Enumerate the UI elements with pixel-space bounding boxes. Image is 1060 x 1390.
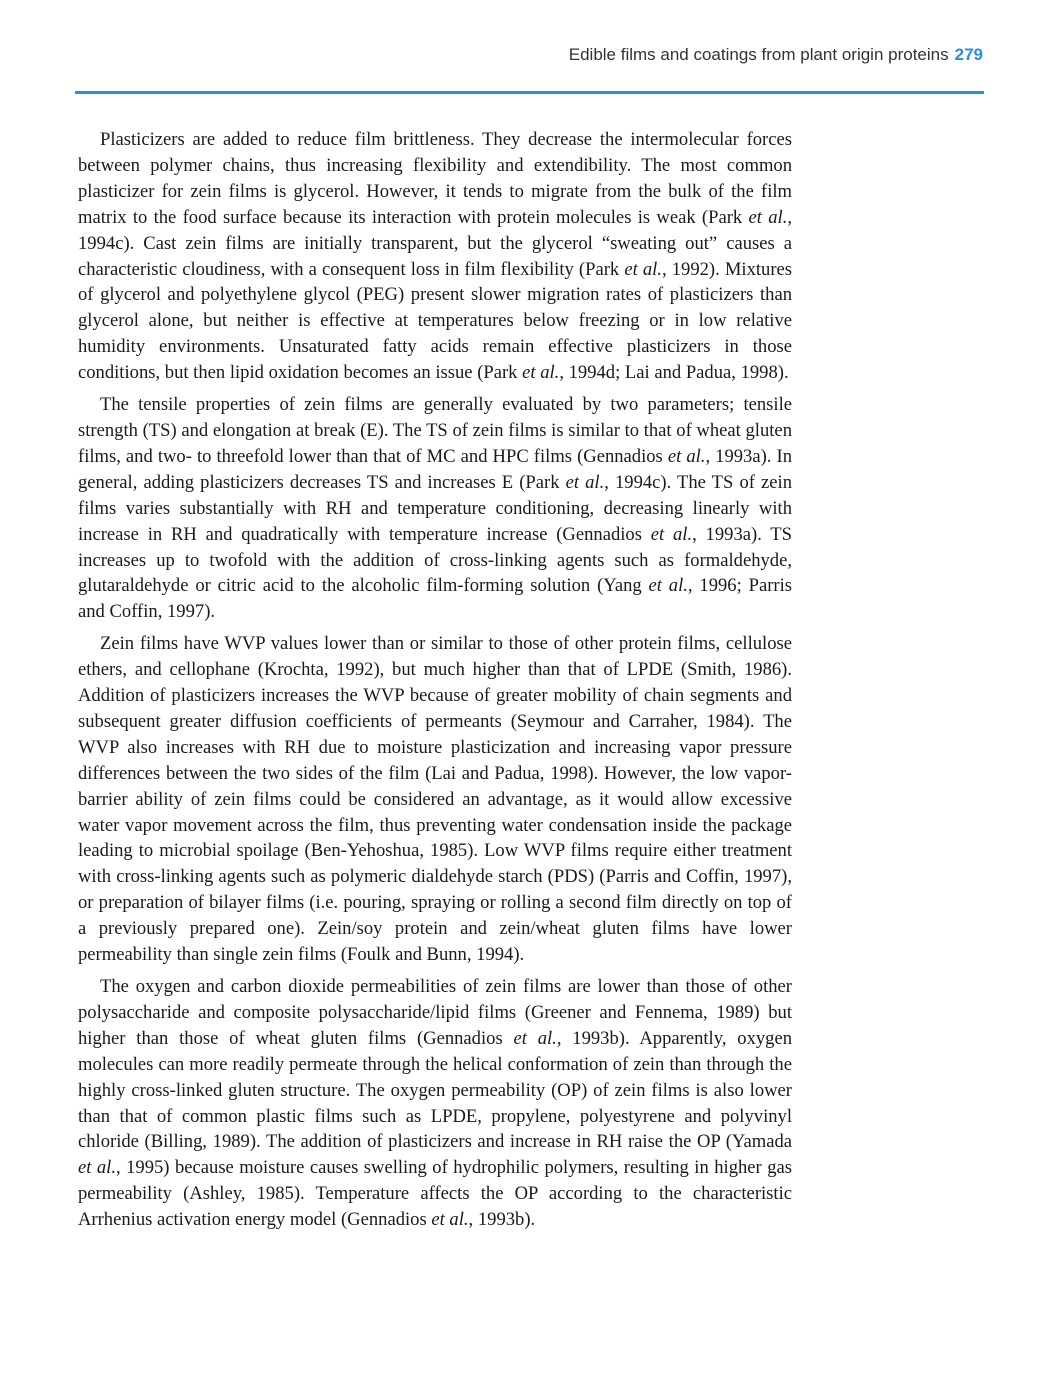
header-rule	[75, 91, 984, 94]
et-al-italic: et al.	[624, 258, 662, 280]
body-text	[78, 127, 792, 1233]
et-al-italic: et al.	[748, 206, 788, 228]
page-number: 279	[954, 45, 983, 64]
paragraph-wvp: Zein films have WVP values lower than or similar to those of other protein films, cellulose ethers, and cellophane (Krochta, 1992), but much higher than that of LPDE (Smith, 1986). Addition of plasticizers increases the WVP because of greater mobility of chain segments and subsequent greater diffusion coefficients of permeants (Seymour and Carraher, 1984). The WVP also increases with RH due to moisture plasticization and increasing vapor pressure differences between the two sides of the film (Lai and Padua, 1998). However, the low vapor-barrier ability of zein films could be considered an advantage, as it would allow excessive water vapor movement across the film, thus preventing water condensation inside the package leading to microbial spoilage (Ben-Yehoshua, 1985). Low WVP films require either treatment with cross-linking agents such as polymeric dialdehyde starch (PDS) (Parris and Coffin, 1997), or preparation of bilayer films (i.e. pouring, spraying or rolling a second film directly on top of a previously prepared one). Zein/soy protein and zein/wheat gluten films have lower permeability than single zein films (Foulk and Bunn, 1994).	[78, 633, 792, 966]
running-title: Edible films and coatings from plant origin proteins	[568, 45, 949, 64]
et-al-italic: et al.	[667, 445, 706, 467]
et-al-italic: et al.	[78, 1157, 116, 1179]
et-al-italic: et al.	[513, 1027, 557, 1049]
et-al-italic: et al.	[650, 523, 693, 545]
et-al-italic: et al.	[565, 471, 605, 493]
et-al-italic: et al.	[648, 575, 688, 597]
et-al-italic: et al.	[522, 362, 560, 384]
et-al-italic: et al.	[431, 1209, 469, 1231]
paragraph-tensile-properties: The tensile properties of zein films are generally evaluated by two parameters; tensile strength (TS) and elongation at break (E). The TS of zein films is similar to that of wheat gluten films, and two- to threefold lower than that of MC and HPC films (Gennadios et al., 1993a). In general, adding plasticizers decreases TS and increases E (Park et al., 1994c). The TS of zein films varies substantially with RH and temperature conditioning, decreasing linearly with increase in RH and quadratically with temperature increase (Gennadios et al., 1993a). TS increases up to twofold with the addition of cross-linking agents such as formaldehyde, glutaraldehyde or citric acid to the alcoholic film-forming solution (Yang et al., 1996; Parris and Coffin, 1997).	[78, 394, 793, 623]
running-header	[0, 45, 983, 65]
paragraph-plasticizers: Plasticizers are added to reduce film brittleness. They decrease the intermolecular forces between polymer chains, thus increasing flexibility and extendibility. The most common plasticizer for zein films is glycerol. However, it tends to migrate from the bulk of the film matrix to the food surface because its interaction with protein molecules is weak (Park et al., 1994c). Cast zein films are initially transparent, but the glycerol “sweating out” causes a characteristic cloudiness, with a consequent loss in film flexibility (Park et al., 1992). Mixtures of glycerol and polyethylene glycol (PEG) present slower migration rates of plasticizers than glycerol alone, but neither is effective at temperatures below freezing or in low relative humidity environments. Unsaturated fatty acids remain effective plasticizers in those conditions, but then lipid oxidation becomes an issue (Park et al., 1994d; Lai and Padua, 1998).	[78, 129, 793, 384]
paragraph-oxygen-permeability: The oxygen and carbon dioxide permeabilities of zein films are lower than those of other polysaccharide and composite polysaccharide/lipid films (Greener and Fennema, 1989) but higher than those of wheat gluten films (Gennadios et al., 1993b). Apparently, oxygen molecules can more readily permeate through the helical conformation of zein than through the highly cross-linked gluten structure. The oxygen permeability (OP) of zein films is also lower than that of common plastic films such as LPDE, propylene, polyestyrene and polyvinyl chloride (Billing, 1989). The addition of plasticizers and increase in RH raise the OP (Yamada et al., 1995) because moisture causes swelling of hydrophilic polymers, resulting in higher gas permeability (Ashley, 1985). Temperature affects the OP according to the characteristic Arrhenius activation energy model (Gennadios et al., 1993b).	[78, 976, 793, 1231]
